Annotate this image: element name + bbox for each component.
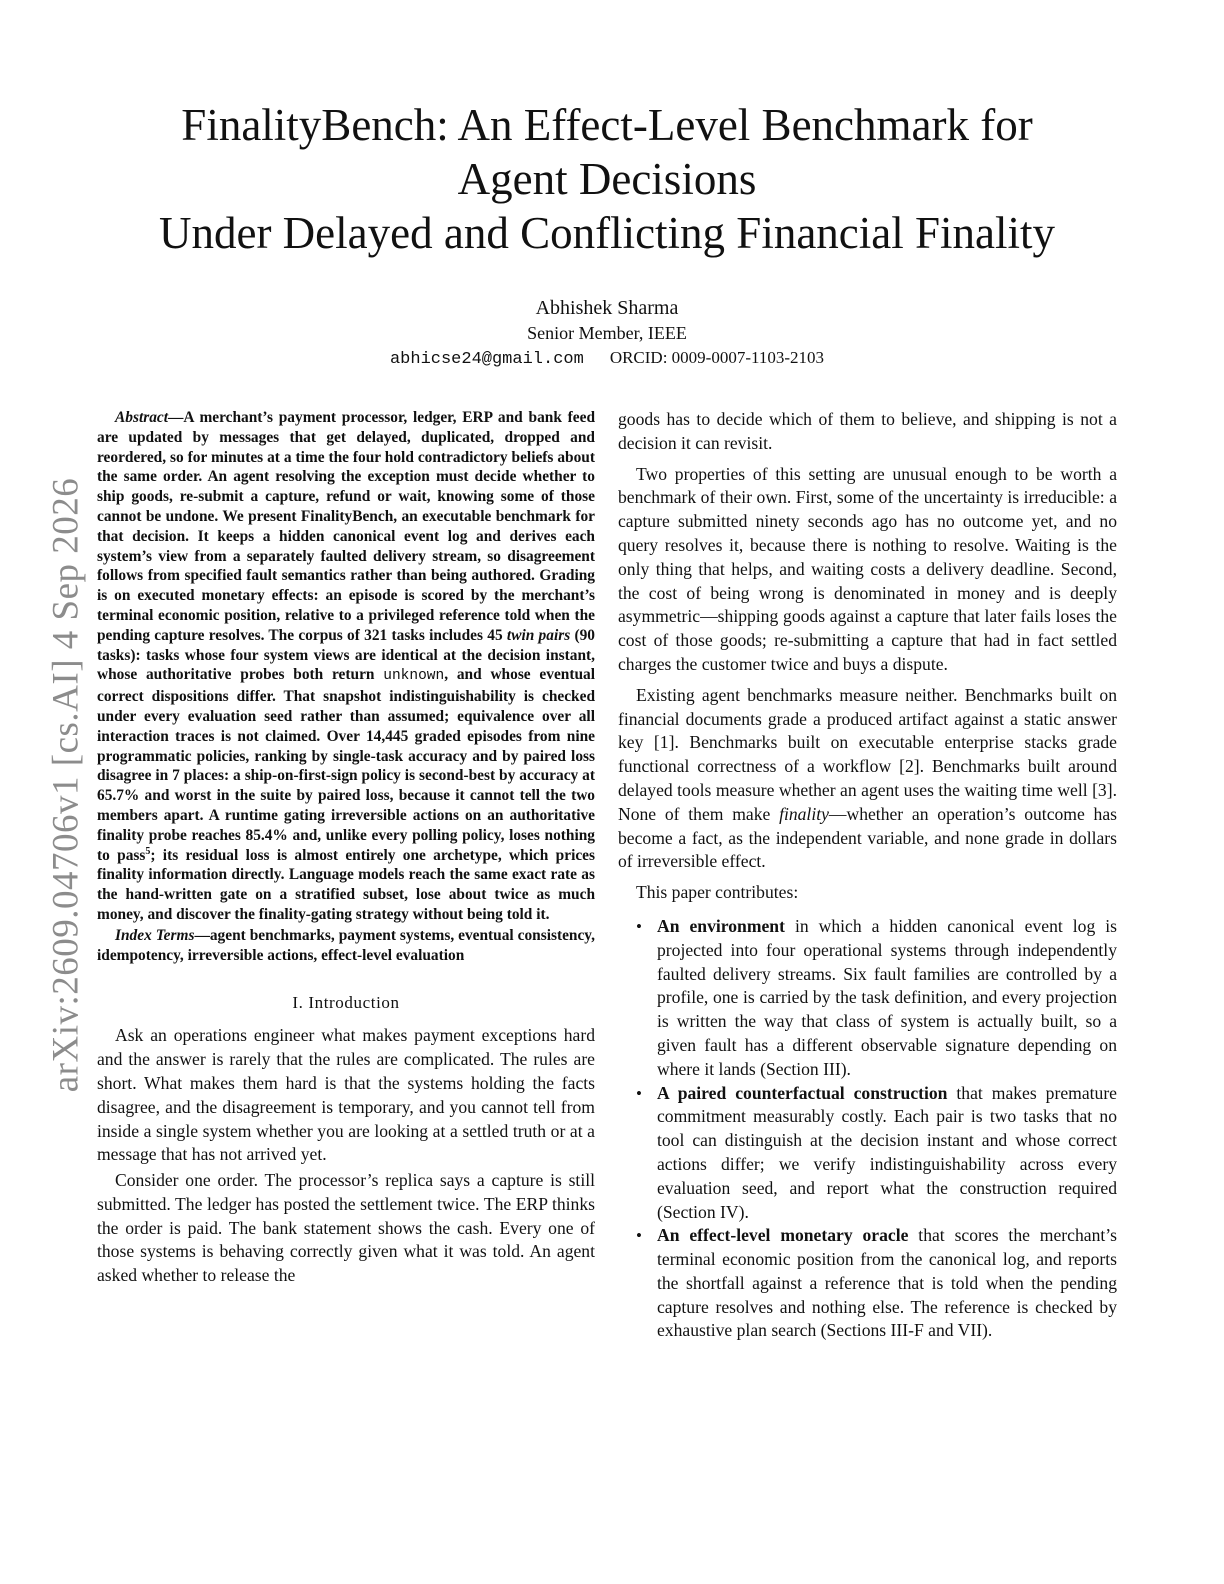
arxiv-stamp bbox=[46, 455, 86, 1115]
author-name: Abhishek Sharma bbox=[535, 297, 679, 319]
author-affiliation: Senior Member, IEEE bbox=[527, 323, 687, 343]
abstract-paragraph bbox=[97, 408, 595, 925]
abstract-text-2: (90 tasks): tasks whose four system views are identical at the decision instant, whose authoritative probes both return bbox=[97, 626, 595, 684]
author-contact bbox=[100, 346, 1114, 372]
contribution-item bbox=[618, 915, 1117, 1082]
contribution-title: An environment bbox=[657, 915, 785, 936]
intro-right-text bbox=[618, 408, 1117, 1343]
abstract-text-1: A merchant’s payment processor, ledger, ERP and bank feed are updated by messages that get delayed, duplicated, dropped and reordered, so for minutes at a time the four hold contradictory beliefs about the same order. An agent resolving the exception must decide whether to ship goods, re-submit a capture, refund or wait, knowing some of those cannot be undone. We present FinalityBench, an executable benchmark for that decision. It keeps a hidden canonical event log and derives each system’s view from a separately faulted delivery stream, so disagreement follows from specified fault semantics rather than being authored. Grading is on executed monetary effects: an episode is scored by the merchant’s terminal economic position, relative to a privileged reference told when the pending capture resolves. The corpus of 321 tasks includes 45 bbox=[97, 409, 595, 644]
intro-left-text bbox=[97, 1024, 595, 1288]
left-column bbox=[97, 408, 595, 1290]
title-line-3: Under Delayed and Conflicting Financial Finality bbox=[158, 208, 1056, 258]
author-email[interactable]: abhicse24@gmail.com bbox=[389, 350, 584, 369]
abstract-dash: — bbox=[168, 409, 184, 426]
abstract bbox=[97, 408, 595, 925]
finality-term: finality bbox=[779, 803, 829, 824]
index-terms-text: agent benchmarks, payment systems, eventual consistency, idempotency, irreversible actions, effect-level evaluation bbox=[97, 926, 595, 964]
abstract-unknown-code: unknown bbox=[383, 668, 445, 685]
abstract-superscript: 5 bbox=[145, 845, 151, 857]
abstract-text-4: ; its residual loss is almost entirely one archetype, which prices finality information directly. Language models reach the same exact rate as the hand-written gate on a stratified subset, lose about twice as much money, and discover the finality-gating strategy without being told it. bbox=[97, 846, 595, 923]
intro-paragraph-continued: goods has to decide which of them to believe, and shipping is not a decision it can revisit. bbox=[618, 409, 1117, 453]
index-terms-dash: — bbox=[194, 926, 210, 944]
index-terms-label: Index Terms bbox=[115, 926, 195, 944]
author-orcid: ORCID: 0009-0007-1103-2103 bbox=[609, 348, 825, 367]
intro-paragraph-4-part-a: Existing agent benchmarks measure neither. Benchmarks built on financial documents grade a produced artifact against a static answer key [1]. Benchmarks built on executable enterprise stacks grade functional correctness of a workflow [2]. Benchmarks built around delayed tools measure whether an agent uses the waiting time well [3]. None of them make bbox=[618, 684, 1117, 824]
abstract-text-3: , and whose eventual correct dispositions differ. That snapshot indistinguishability is checked under every evaluation seed rather than assumed; equivalence over all interaction traces is not claimed. Over 14,445 graded episodes from nine programmatic policies, ranking by single-task accuracy and by paired loss disagree in 7 places: a ship-on-first-sign policy is second-best by accuracy at 65.7% and worst in the suite by paired loss, because it cannot tell the two members apart. A runtime gating irreversible actions on an authoritative finality probe reaches 85.4% and, unlike every polling policy, loses nothing to pass bbox=[97, 666, 596, 864]
intro-paragraph-2: Consider one order. The processor’s replica says a capture is still submitted. The ledger has posted the settlement twice. The ERP thinks the order is paid. The bank statement shows the cash. Every one of those systems is behaving correctly given what it was told. An agent asked whether to release the bbox=[97, 1170, 595, 1286]
contribution-text: that makes premature commitment measurably costly. Each pair is two tasks that no tool can distinguish at the decision instant and whose correct actions differ; we verify indistinguishability across every evaluation seed, and report what the construction required (Section IV). bbox=[657, 1082, 1117, 1222]
abstract-label: Abstract bbox=[115, 409, 169, 426]
intro-paragraph-4 bbox=[618, 684, 1117, 874]
bullet-icon: • bbox=[636, 1226, 642, 1246]
right-column bbox=[618, 408, 1117, 1343]
title-line-1: FinalityBench: An Effect-Level Benchmark for bbox=[181, 100, 1033, 150]
contribution-title: An effect-level monetary oracle bbox=[657, 1225, 909, 1246]
contribution-text: in which a hidden canonical event log is projected into four operational systems through independently faulted delivery streams. Six fault families are controlled by a profile, one is carried by the task definition, and every projection is written the way that class of system is actually built, so a given fault has a different observable signature depending on where it lands (Section III). bbox=[657, 915, 1117, 1079]
section-heading-introduction: I. Introduction bbox=[292, 993, 400, 1013]
author-block bbox=[100, 296, 1114, 372]
arxiv-identifier: arXiv:2609.04706v1 [cs.AI] 4 Sep 2026 bbox=[45, 477, 87, 1093]
abstract-twin-pairs: twin pairs bbox=[506, 626, 571, 644]
intro-paragraph-4-part-b: —whether an operation’s outcome has become a fact, as the independent variable, and none grade in dollars of irreversible effect. bbox=[618, 803, 1117, 872]
bullet-icon: • bbox=[636, 1083, 642, 1103]
intro-paragraph-1: Ask an operations engineer what makes payment exceptions hard and the answer is rarely that the rules are complicated. The rules are short. What makes them hard is that the systems holding the facts disagree, and the disagreement is temporary, and you cannot tell from inside a single system whether you are looking at a settled truth or at a message that has not arrived yet. bbox=[97, 1025, 595, 1165]
contribution-item bbox=[618, 1224, 1117, 1343]
paper-title bbox=[100, 98, 1114, 260]
contribution-item bbox=[618, 1082, 1117, 1225]
index-terms bbox=[97, 926, 595, 966]
contribution-title: A paired counterfactual construction bbox=[657, 1082, 948, 1103]
bullet-icon: • bbox=[636, 916, 642, 936]
intro-paragraph-3: Two properties of this setting are unusual enough to be worth a benchmark of their own. First, some of the uncertainty is irreducible: a capture submitted ninety seconds ago has no outcome yet, and no query resolves it, because there is nothing to resolve. Waiting is the only thing that helps, and waiting costs a delivery deadline. Second, the cost of being wrong is denominated in money and is deeply asymmetric—shipping goods against a capture that later fails loses the cost of those goods; re-submitting a capture that had in fact settled charges the customer twice and buys a dispute. bbox=[618, 463, 1117, 674]
contributions-intro: This paper contributes: bbox=[636, 882, 799, 903]
contribution-text: that scores the merchant’s terminal economic position from the canonical log, and reports the shortfall against a reference that is told when the pending capture resolves and nothing else. The reference is checked by exhaustive plan search (Sections III-F and VII). bbox=[657, 1225, 1117, 1341]
title-line-2: Agent Decisions bbox=[457, 154, 757, 204]
contributions-list bbox=[618, 915, 1117, 1343]
